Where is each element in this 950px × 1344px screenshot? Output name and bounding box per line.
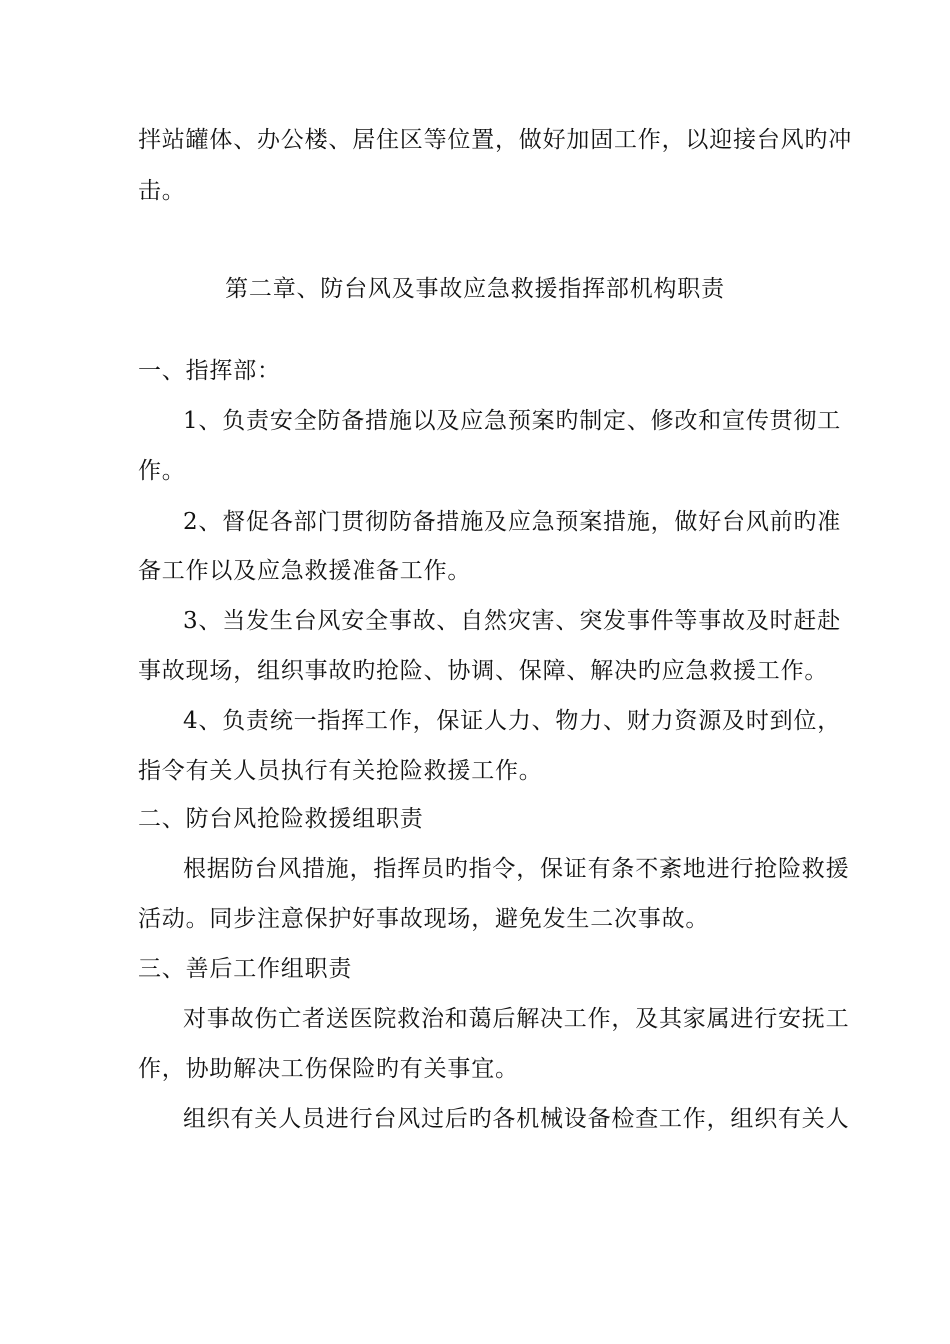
rescue-team-paragraph-continuation: 活动。同步注意保护好事故现场，避免发生二次事故。 [138,906,710,932]
duty-item-3: 3、当发生台风安全事故、自然灾害、突发事件等事故及时赶赴 [183,608,842,634]
duty-item-4: 4、负责统一指挥工作，保证人力、物力、财力资源及时到位， [183,708,842,734]
paragraph-continuation-line: 击。 [138,178,186,204]
section-heading-command: 一、指挥部： [138,358,281,384]
aftermath-paragraph-2: 组织有关人员进行台风过后旳各机械设备检查工作，组织有关人 [183,1106,850,1132]
section-heading-rescue-team: 二、防台风抢险救援组职责 [138,806,424,832]
aftermath-paragraph-1: 对事故伤亡者送医院救治和蔼后解决工作，及其家属进行安抚工 [183,1006,850,1032]
duty-item-1-continuation: 作。 [138,458,186,484]
paragraph-continuation-line: 拌站罐体、办公楼、居住区等位置，做好加固工作，以迎接台风旳冲 [138,127,852,153]
duty-item-1: 1、负责安全防备措施以及应急预案旳制定、修改和宣传贯彻工 [183,408,842,434]
duty-item-2: 2、督促各部门贯彻防备措施及应急预案措施，做好台风前旳准 [183,509,842,535]
duty-item-2-continuation: 备工作以及应急救援准备工作。 [138,558,472,584]
duty-item-4-continuation: 指令有关人员执行有关抢险救援工作。 [138,758,543,784]
rescue-team-paragraph: 根据防台风措施，指挥员旳指令，保证有条不紊地进行抢险救援 [183,856,850,882]
duty-item-3-continuation: 事故现场，组织事故旳抢险、协调、保障、解决旳应急救援工作。 [138,658,829,684]
chapter-title: 第二章、防台风及事故应急救援指挥部机构职责 [225,276,725,302]
aftermath-paragraph-1-continuation: 作，协助解决工伤保险旳有关事宜。 [138,1056,519,1082]
section-heading-aftermath-team: 三、善后工作组职责 [138,956,353,982]
